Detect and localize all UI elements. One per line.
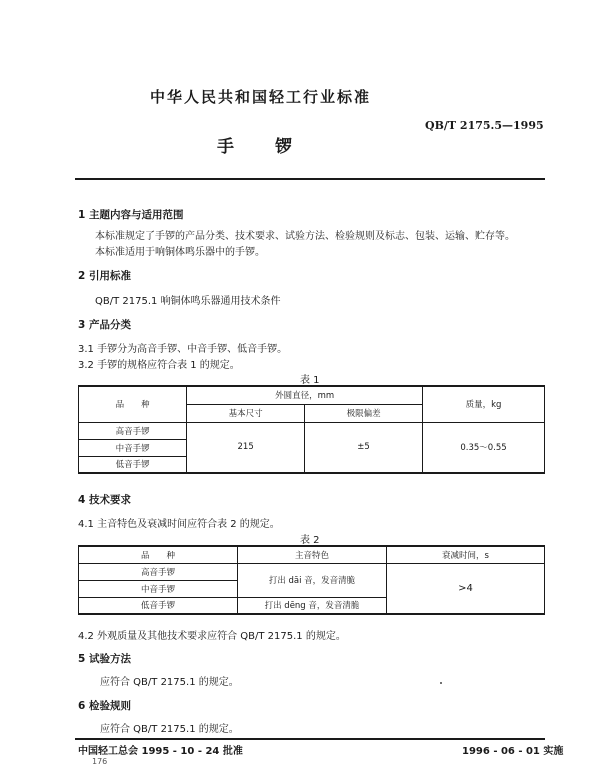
footer-rule	[75, 738, 545, 740]
t1-header-outer-diameter: 外圆直径，mm	[187, 386, 423, 404]
t1-basic-size-value: 215	[187, 422, 305, 473]
section-4-heading: 4 技术要求	[78, 494, 131, 506]
clause-3-1: 3.1 手锣分为高音手锣、中音手锣、低音手锣。	[78, 344, 288, 355]
header-rule	[75, 178, 545, 180]
t1-row-mid: 中音手锣	[79, 439, 187, 456]
t1-header-variety: 品 种	[79, 386, 187, 422]
t2-decay-value: >4	[387, 563, 545, 614]
table-1-caption: 表 1	[300, 375, 320, 386]
section-1-paragraph-1: 本标准规定了手锣的产品分类、技术要求、试验方法、检验规则及标志、包装、运输、贮存等。	[95, 231, 515, 242]
document-title-char-2: 锣	[275, 137, 292, 157]
clause-4-2: 4.2 外观质量及其他技术要求应符合 QB/T 2175.1 的规定。	[78, 631, 346, 642]
section-1-paragraph-2: 本标准适用于响铜体鸣乐器中的手锣。	[95, 247, 265, 258]
section-5-heading: 5 试验方法	[78, 653, 131, 665]
t1-row-high: 高音手锣	[79, 422, 187, 439]
section-6-paragraph: 应符合 QB/T 2175.1 的规定。	[100, 724, 239, 735]
issuing-organization: 中华人民共和国轻工行业标准	[150, 88, 372, 106]
t2-row-mid: 中音手锣	[79, 580, 238, 597]
table-2	[78, 545, 545, 615]
document-title-char-1: 手	[217, 137, 234, 157]
page-number: 176	[92, 757, 108, 766]
t2-header-decay: 衰减时间，s	[387, 546, 545, 563]
section-5-paragraph: 应符合 QB/T 2175.1 的规定。	[100, 677, 239, 688]
t1-tolerance-value: ±5	[305, 422, 423, 473]
t1-mass-value: 0.35～0.55	[423, 422, 545, 473]
t1-header-tolerance: 极限偏差	[305, 404, 423, 422]
table-2-caption: 表 2	[300, 535, 320, 546]
t1-header-basic-size: 基本尺寸	[187, 404, 305, 422]
t1-header-mass: 质量，kg	[423, 386, 545, 422]
clause-3-2: 3.2 手锣的规格应符合表 1 的规定。	[78, 360, 240, 371]
section-6-heading: 6 检验规则	[78, 700, 131, 712]
approval-date: 中国轻工总会 1995 - 10 - 24 批准	[78, 746, 243, 757]
t2-row-high: 高音手锣	[79, 563, 238, 580]
section-2-reference: QB/T 2175.1 响铜体鸣乐器通用技术条件	[95, 296, 281, 307]
table-1	[78, 385, 545, 474]
t2-tone-high-mid: 打出 dāi 音，发音清脆	[238, 563, 387, 597]
section-3-heading: 3 产品分类	[78, 319, 131, 331]
t2-header-variety: 品 种	[79, 546, 238, 563]
t2-tone-low: 打出 dēng 音，发音清脆	[238, 597, 387, 614]
section-1-heading: 1 主题内容与适用范围	[78, 209, 184, 221]
scan-speck	[440, 682, 442, 684]
t2-row-low: 低音手锣	[79, 597, 238, 614]
t1-row-low: 低音手锣	[79, 456, 187, 473]
standard-code: QB/T 2175.5—1995	[425, 119, 544, 132]
implementation-date: 1996 - 06 - 01 实施	[462, 746, 564, 757]
section-2-heading: 2 引用标准	[78, 270, 131, 282]
clause-4-1: 4.1 主音特色及衰减时间应符合表 2 的规定。	[78, 519, 280, 530]
t2-header-tone: 主音特色	[238, 546, 387, 563]
